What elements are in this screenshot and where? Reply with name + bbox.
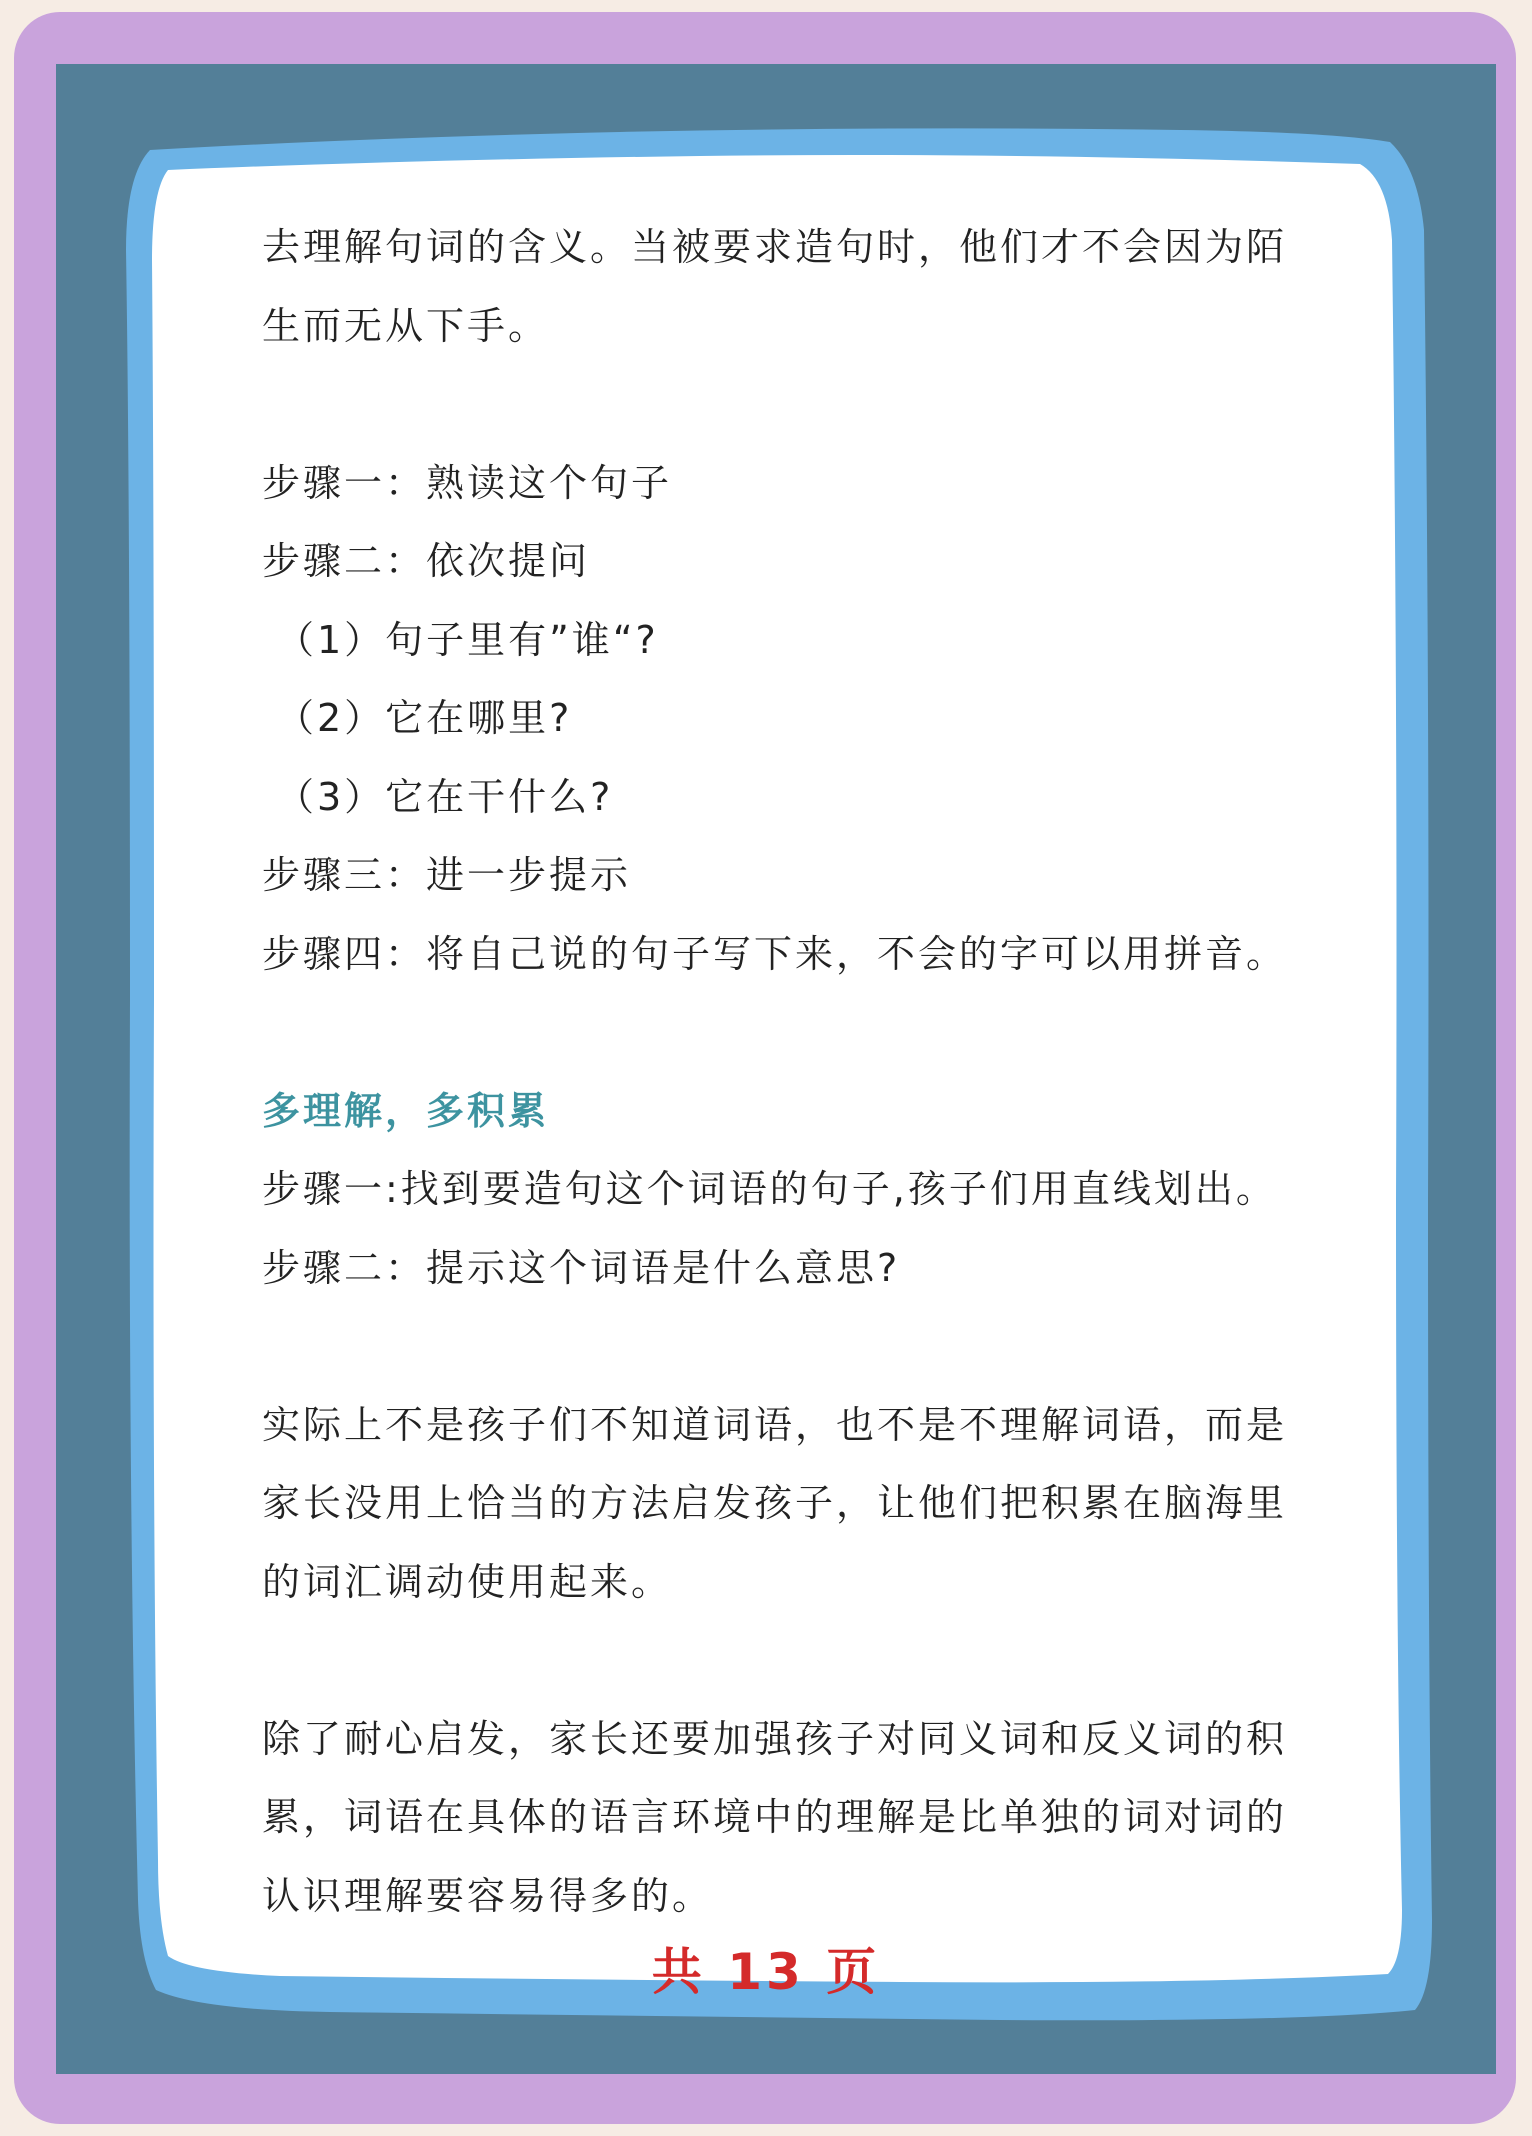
step-item: 步骤二：依次提问 [262,539,591,583]
step-item: 步骤一：熟读这个句子 [262,460,673,505]
spacer [262,993,1322,1072]
question-item: （3）它在干什么? [276,774,614,819]
paragraph-line: 家长没用上恰当的方法启发孩子，让他们把积累在脑海里 [262,1481,1288,1525]
paragraph-line: 生而无从下手。 [262,303,550,348]
step-item: 步骤一:找到要造句这个词语的句子,孩子们用直线划出。 [262,1167,1277,1211]
step-item: 步骤四：将自己说的句子写下来，不会的字可以用拼音。 [262,931,1288,976]
paragraph-line: 的词汇调动使用起来。 [262,1559,673,1604]
paragraph-line: 累，词语在具体的语言环境中的理解是比单独的词对词的 [262,1795,1288,1839]
paragraph-line: 去理解句词的含义。当被要求造句时，他们才不会因为陌 [262,225,1288,269]
section-heading: 多理解，多积累 [262,1088,550,1133]
paragraph-line: 除了耐心启发，家长还要加强孩子对同义词和反义词的积 [262,1716,1288,1761]
step-item: 步骤二：提示这个词语是什么意思? [262,1245,901,1290]
spacer [262,1307,1322,1386]
article-body [262,208,1322,1935]
spacer [262,365,1322,444]
page-count-label: 共 13 页 [651,1943,881,2001]
paragraph-line: 实际上不是孩子们不知道词语，也不是不理解词语，而是 [262,1402,1288,1447]
question-item: （2）它在哪里? [276,696,573,740]
step-item: 步骤三：进一步提示 [262,853,632,897]
paragraph-line: 认识理解要容易得多的。 [262,1873,714,1918]
spacer [262,1621,1322,1700]
question-item: （1）句子里有”谁“? [276,617,659,662]
